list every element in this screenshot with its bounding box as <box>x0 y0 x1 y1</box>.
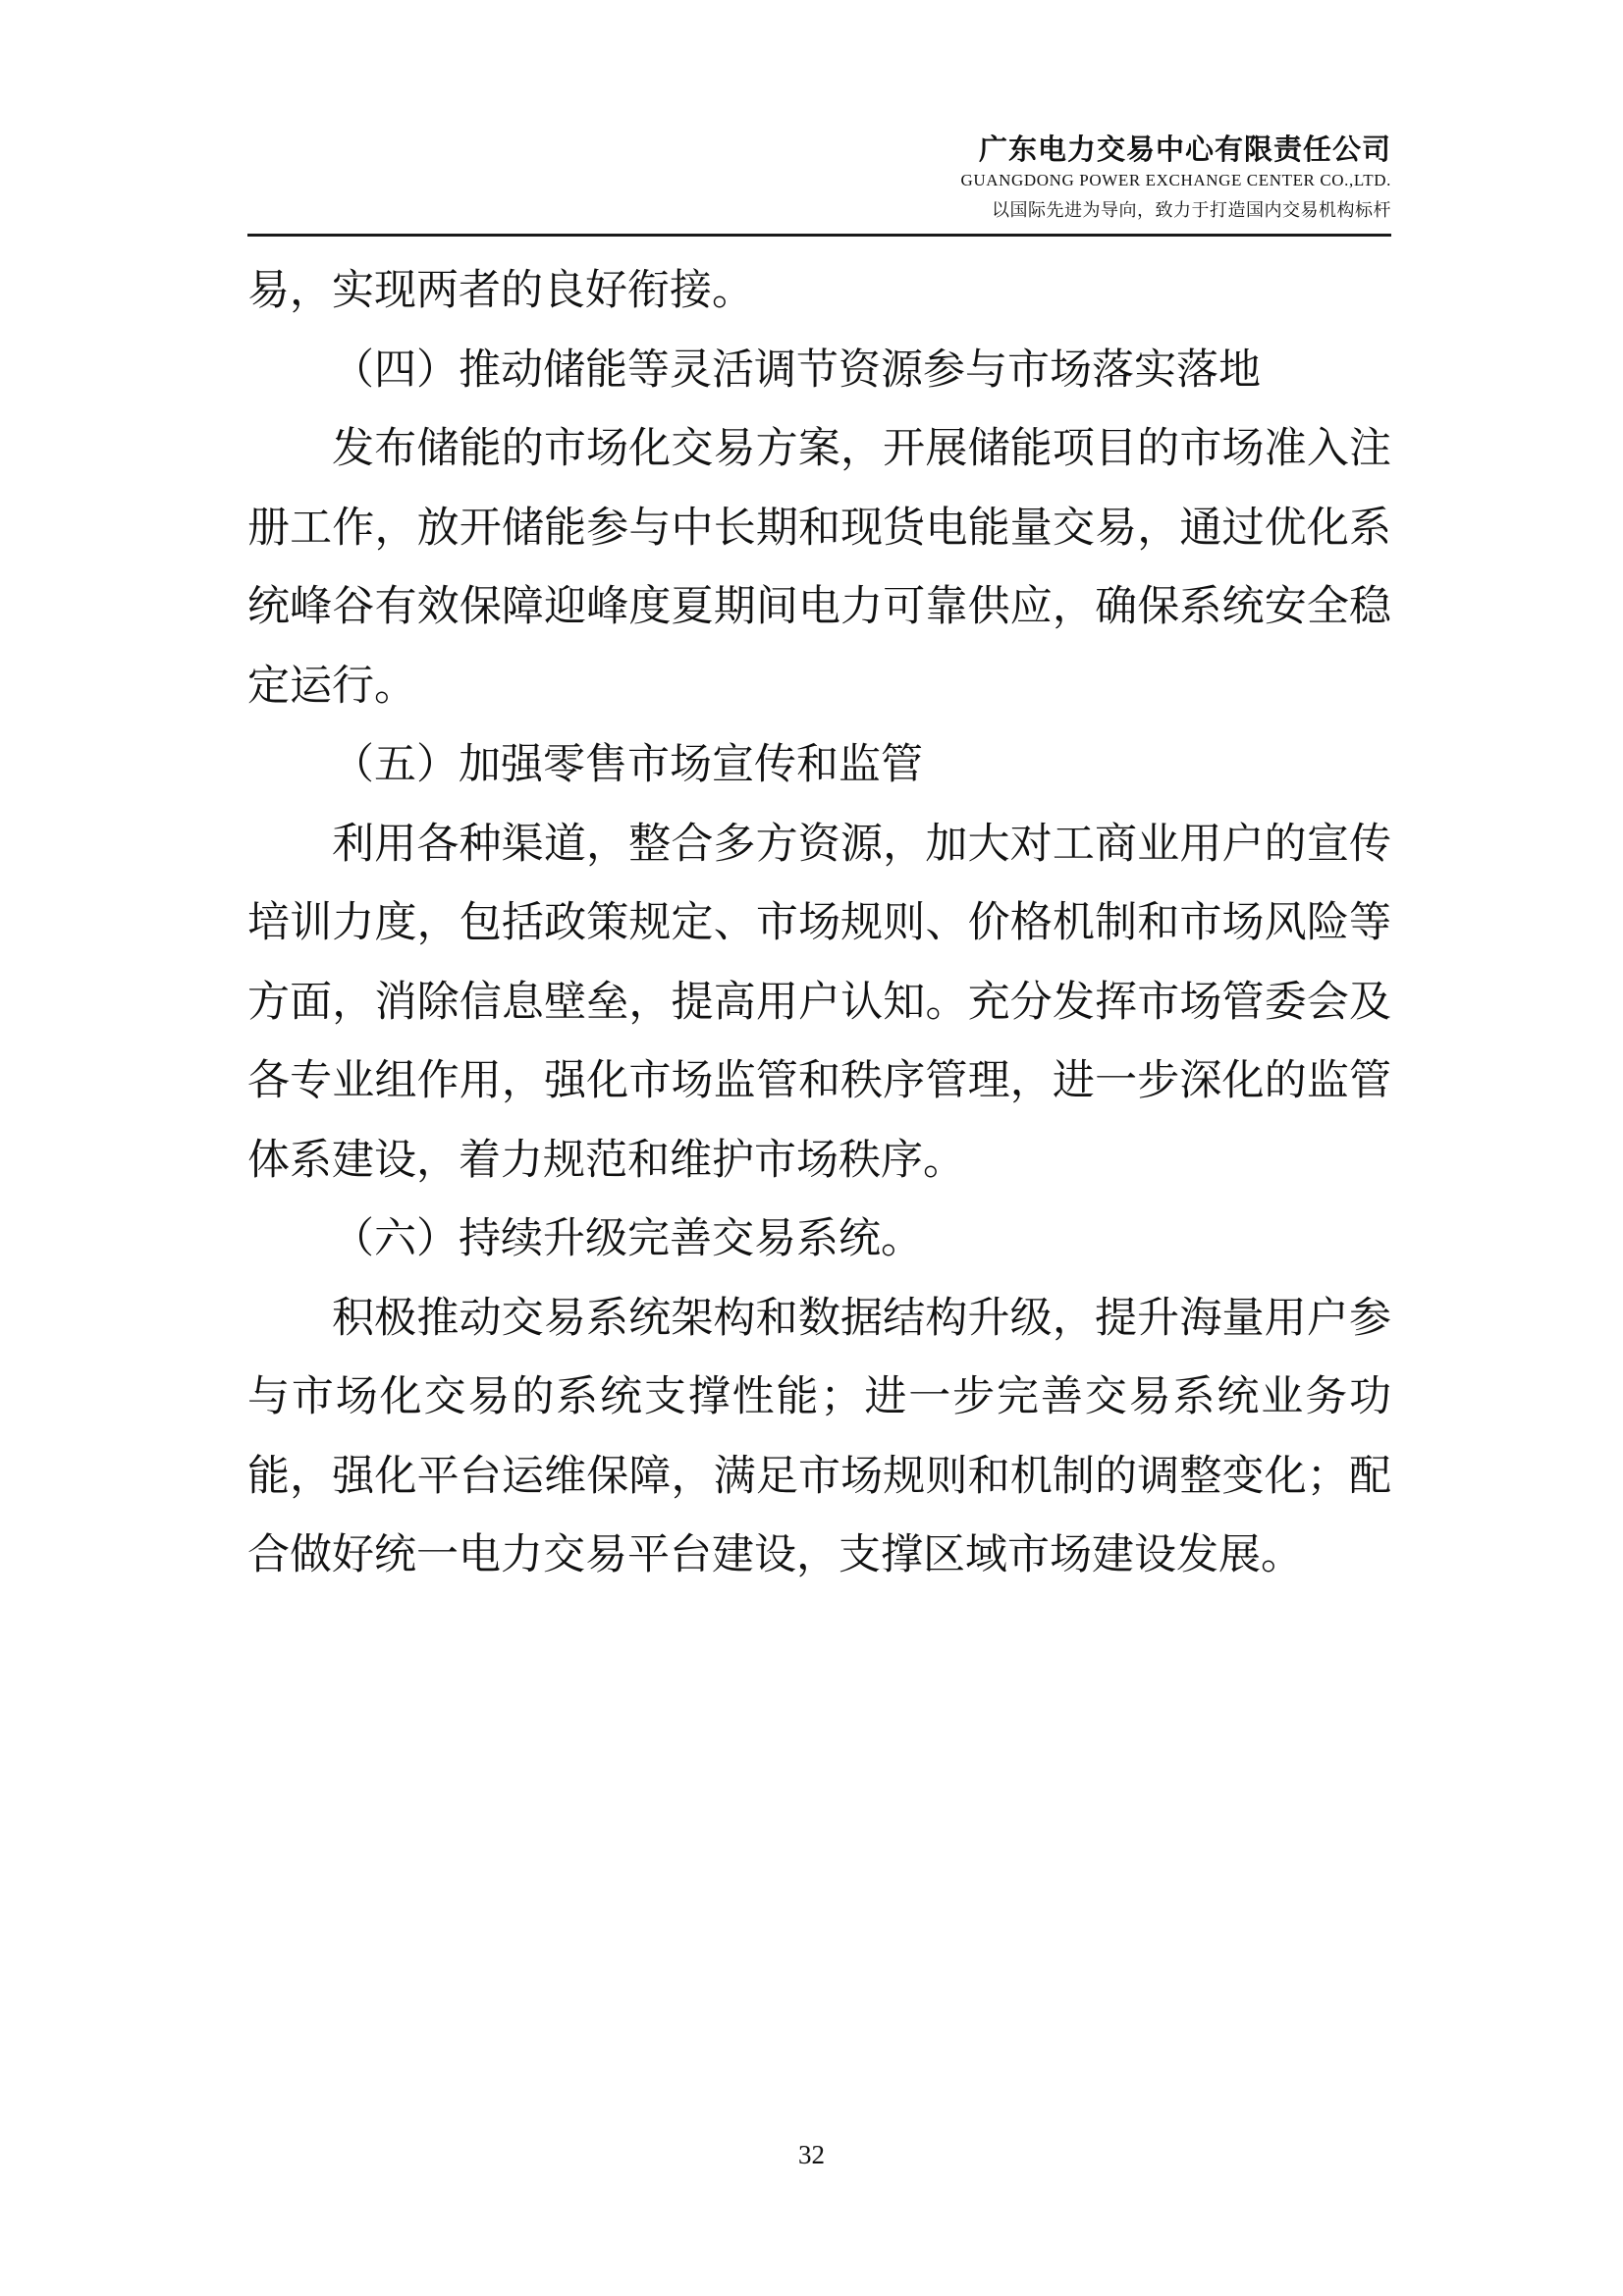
organization-name-english: GUANGDONG POWER EXCHANGE CENTER CO.,LTD. <box>960 171 1391 189</box>
organization-name: 广东电力交易中心有限责任公司 <box>978 133 1391 166</box>
page-number: 32 <box>798 2140 825 2169</box>
page-header <box>247 118 1391 237</box>
section-heading-trading-system: （六）持续升级完善交易系统。 <box>332 1214 923 1263</box>
section-heading-retail-market: （五）加强零售市场宣传和监管 <box>332 740 923 789</box>
paragraph-retail-market: 利用各种渠道，整合多方资源，加大对工商业用户的宣传培训力度，包括政策规定、市场规则、价格机制和市场风险等方面，消除信息壁垒，提高用户认知。充分发挥市场管委会及各专业组作用，强化市场监管和秩序管理，进一步深化的监管体系建设，着力规范和维护市场秩序。 <box>247 819 1391 1185</box>
paragraph-energy-storage: 发布储能的市场化交易方案，开展储能项目的市场准入注册工作，放开储能参与中长期和现货电能量交易，通过优化系统峰谷有效保障迎峰度夏期间电力可靠供应，确保系统安全稳定运行。 <box>247 424 1391 711</box>
section-heading-energy-storage: （四）推动储能等灵活调节资源参与市场落实落地 <box>332 345 1261 395</box>
paragraph-continuation: 易，实现两者的良好衔接。 <box>247 266 754 315</box>
organization-slogan: 以国际先进为导向，致力于打造国内交易机构标杆 <box>992 200 1391 221</box>
document-body <box>247 251 1391 1595</box>
paragraph-trading-system: 积极推动交易系统架构和数据结构升级，提升海量用户参与市场化交易的系统支撑性能；进一步完善交易系统业务功能，强化平台运维保障，满足市场规则和机制的调整变化；配合做好统一电力交易平台建设，支撑区域市场建设发展。 <box>247 1293 1391 1579</box>
